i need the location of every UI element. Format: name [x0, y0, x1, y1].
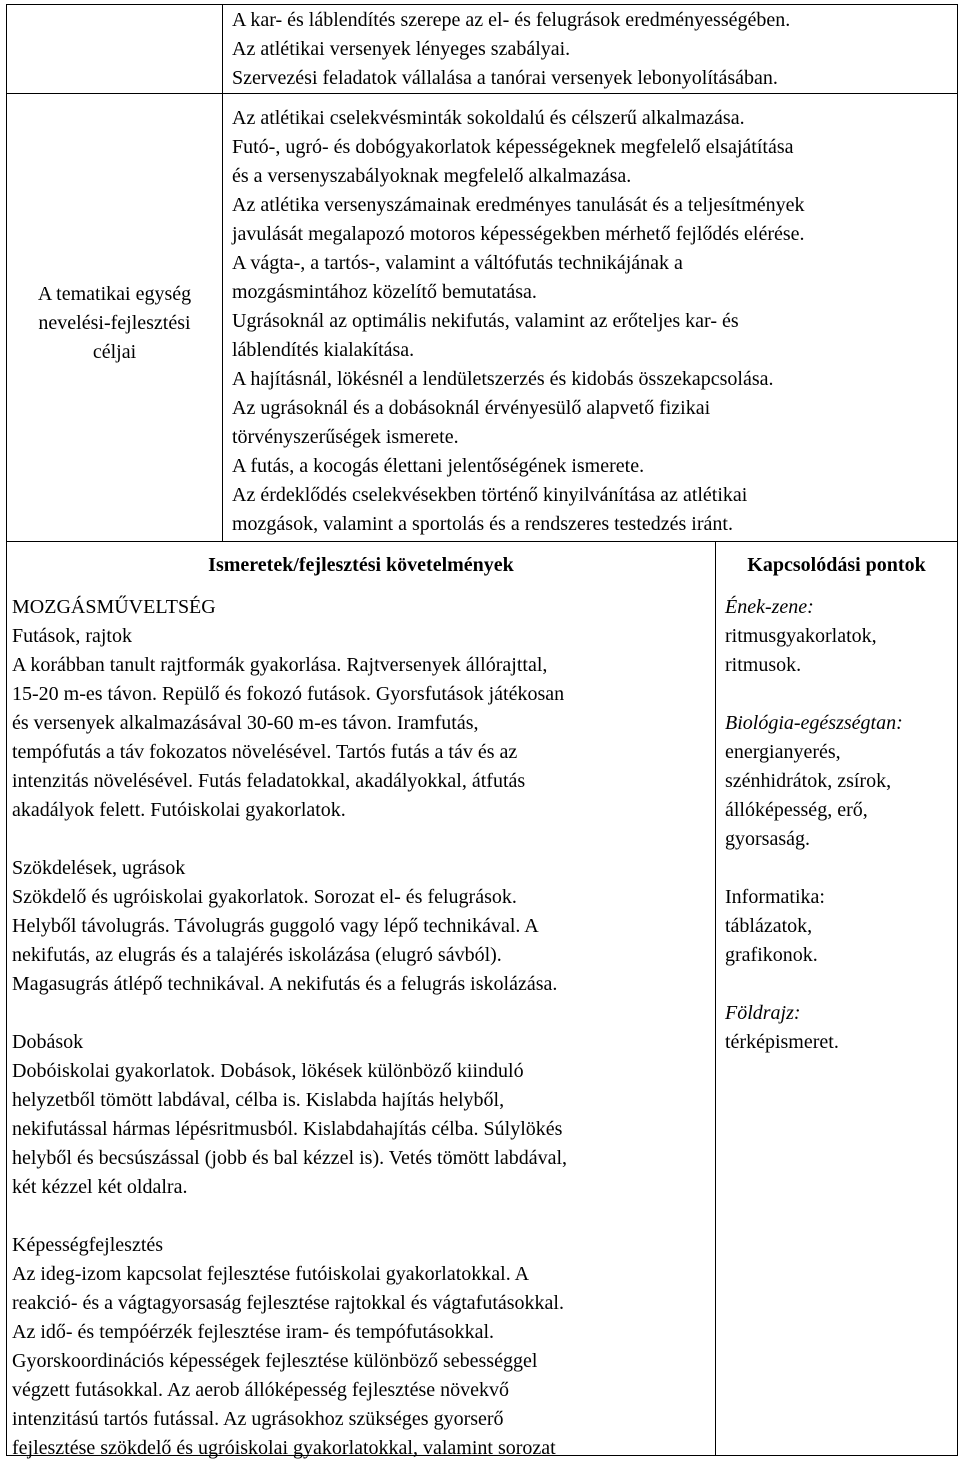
goal-line: törvényszerűségek ismerete. — [232, 426, 459, 448]
section-heading: Dobások — [12, 1031, 84, 1053]
goal-line: Ugrásoknál az optimális nekifutás, valamint az erőteljes kar- és — [232, 310, 739, 332]
requirements-text — [12, 593, 567, 1463]
section-line: A korábban tanult rajtformák gyakorlása. Rajtversenyek állórajttal, — [12, 654, 548, 676]
section-line: Helyből távolugrás. Távolugrás guggoló vagy lépő technikával. A — [12, 915, 539, 937]
section-line: és versenyek alkalmazásával 30-60 m-es távon. Iramfutás, — [12, 712, 479, 734]
connections-header: Kapcsolódási pontok — [747, 554, 926, 576]
goal-line: mozgások, valamint a sportolás és a rendszeres testedzés iránt. — [232, 513, 733, 535]
goals-text — [232, 104, 805, 539]
goal-line: Az atlétika versenyszámainak eredményes tanulását és a teljesítmények — [232, 194, 805, 216]
section-line: fejlesztése szökdelő és ugróiskolai gyakorlatokkal, valamint sorozat — [12, 1437, 556, 1459]
section-line: nekifutással hármas lépésritmusból. Kislabdahajítás célba. Súlylökés — [12, 1118, 563, 1140]
connections-text — [725, 593, 903, 1057]
continuation-line: Az atlétikai versenyek lényeges szabályai. — [232, 38, 571, 60]
connection-line: táblázatok, — [725, 915, 813, 937]
spacer — [12, 999, 567, 1028]
goal-line: Az atlétikai cselekvésminták sokoldalú és célszerű alkalmazása. — [232, 107, 745, 129]
table-border-top — [6, 4, 958, 5]
connection-subject: Ének-zene: — [725, 596, 814, 618]
section-line: két kézzel két oldalra. — [12, 1176, 188, 1198]
connection-line: térképismeret. — [725, 1031, 839, 1053]
goal-line: Az érdeklődés cselekvésekben történő kinyilvánítása az atlétikai — [232, 484, 748, 506]
section-heading: Futások, rajtok — [12, 625, 132, 647]
col-divider-label — [222, 4, 223, 541]
connection-subject: Földrajz: — [725, 1002, 801, 1024]
section-line: intenzitás növelésével. Futás feladatokkal, akadályokkal, átfutás — [12, 770, 526, 792]
requirements-title: MOZGÁSMŰVELTSÉG — [12, 596, 216, 618]
connection-line: gyorsaság. — [725, 828, 810, 850]
row-divider-goals-bottom — [6, 541, 958, 542]
goals-label-line: nevelési-fejlesztési — [38, 312, 191, 334]
spacer — [725, 680, 903, 709]
connection-line: energianyerés, — [725, 741, 841, 763]
spacer — [725, 854, 903, 883]
continuation-line: A kar- és láblendítés szerepe az el- és felugrások eredményességében. — [232, 9, 791, 31]
goals-label-line: A tematikai egység — [37, 283, 192, 305]
section-heading: Képességfejlesztés — [12, 1234, 164, 1256]
section-heading: Szökdelések, ugrások — [12, 857, 186, 879]
table-border-right — [957, 4, 958, 1456]
goal-line: mozgásmintához közelítő bemutatása. — [232, 281, 537, 303]
section-line: nekifutás, az elugrás és a talajérés iskolázása (elugró sávból). — [12, 944, 502, 966]
goal-line: A futás, a kocogás élettani jelentőségének ismerete. — [232, 455, 645, 477]
spacer — [725, 970, 903, 999]
col-divider-connections — [715, 541, 716, 1455]
section-line: Az idő- és tempóérzék fejlesztése iram- és tempófutásokkal. — [12, 1321, 495, 1343]
goal-line: és a versenyszabályoknak megfelelő alkalmazása. — [232, 165, 632, 187]
connection-line: szénhidrátok, zsírok, — [725, 770, 892, 792]
spacer — [12, 825, 567, 854]
section-line: akadályok felett. Futóiskolai gyakorlatok. — [12, 799, 346, 821]
connection-line: állóképesség, erő, — [725, 799, 868, 821]
top-continuation — [232, 6, 790, 93]
section-line: tempófutás a táv fokozatos növelésével. Tartós futás a táv és az — [12, 741, 518, 763]
section-line: Magasugrás átlépő technikával. A nekifutás és a felugrás iskolázása. — [12, 973, 558, 995]
goals-label-line: céljai — [92, 341, 137, 363]
goal-line: javulását megalapozó motoros képességekben mérhető fejlődés elérése. — [232, 223, 805, 245]
connection-subject: Informatika: — [725, 886, 825, 908]
continuation-line: Szervezési feladatok vállalása a tanórai versenyek lebonyolításában. — [232, 67, 778, 89]
requirements-header: Ismeretek/fejlesztési követelmények — [208, 554, 514, 576]
spacer — [12, 1202, 567, 1231]
section-line: reakció- és a vágtagyorsaság fejlesztése rajtokkal és vágtafutásokkal. — [12, 1292, 564, 1314]
row-divider-goals-top — [6, 93, 958, 94]
section-line: Szökdelő és ugróiskolai gyakorlatok. Sorozat el- és felugrások. — [12, 886, 517, 908]
goal-line: A vágta-, a tartós-, valamint a váltófutás technikájának a — [232, 252, 683, 274]
connection-subject: Biológia-egészségtan: — [725, 712, 903, 734]
section-line: Gyorskoordinációs képességek fejlesztése különböző sebességgel — [12, 1350, 538, 1372]
section-line: helyzetből tömött labdával, célba is. Kislabda hajítás helyből, — [12, 1089, 505, 1111]
goal-line: Futó-, ugró- és dobógyakorlatok képességeknek megfelelő elsajátítása — [232, 136, 794, 158]
section-line: intenzitású tartós futással. Az ugrásokhoz szükséges gyorserő — [12, 1408, 504, 1430]
connection-line: ritmusok. — [725, 654, 802, 676]
section-line: végzett futásokkal. Az aerob állóképesség fejlesztése növekvő — [12, 1379, 510, 1401]
goals-label — [7, 280, 222, 367]
section-line: helyből és becsúszással (jobb és bal kézzel is). Vetés tömött labdával, — [12, 1147, 568, 1169]
section-line: 15-20 m-es távon. Repülő és fokozó futások. Gyorsfutások játékosan — [12, 683, 565, 705]
table-border-left — [6, 4, 7, 1456]
goal-line: A hajításnál, lökésnél a lendületszerzés és kidobás összekapcsolása. — [232, 368, 774, 390]
connection-line: grafikonok. — [725, 944, 818, 966]
section-line: Dobóiskolai gyakorlatok. Dobások, lökések különböző kiinduló — [12, 1060, 524, 1082]
goal-line: Az ugrásoknál és a dobásoknál érvényesülő alapvető fizikai — [232, 397, 711, 419]
connection-line: ritmusgyakorlatok, — [725, 625, 877, 647]
goal-line: láblendítés kialakítása. — [232, 339, 415, 361]
section-line: Az ideg-izom kapcsolat fejlesztése futóiskolai gyakorlatokkal. A — [12, 1263, 530, 1285]
